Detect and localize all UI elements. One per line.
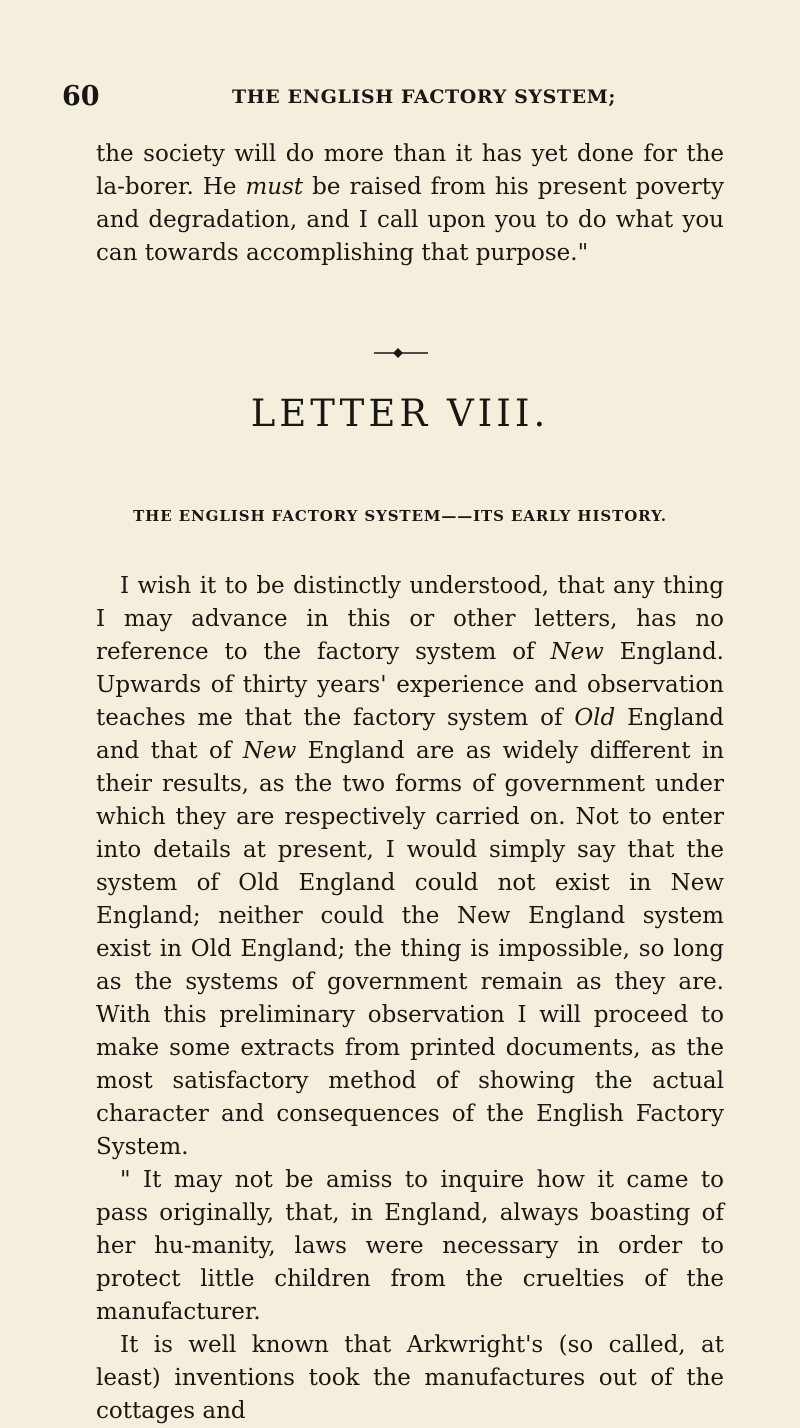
page-number: 60: [62, 81, 100, 112]
text-run: I wish it to be distinctly understood, that any thing I may advance in this or other letters, has no reference to the factory system of: [96, 573, 724, 665]
emphasis-word: must: [245, 174, 304, 200]
text-run: England and that of: [96, 705, 724, 764]
italic-word: New: [550, 639, 604, 665]
body-text: [96, 570, 724, 1428]
paragraph-2: " It may not be amiss to inquire how it came to pass originally, that, in England, always boasting of her hu-manity, laws were necessary in order to protect little children from the cruelties of the manufacturer.: [96, 1167, 724, 1325]
running-head: [62, 82, 752, 112]
diamond-rule-icon: [374, 346, 428, 360]
intro-text-part: be raised from his present poverty and degradation, and I call upon you to do what you can towards accomplishing that purpose.": [96, 174, 724, 266]
intro-text-part: the society will do more than it has yet done for the la-borer. He: [96, 141, 724, 200]
text-run: England are as widely different in their results, as the two forms of government under which they are respectively carried on. Not to enter into details at present, I would simply say that the system of Old England could not exist in New England; neither could the New England system exist in Old England; the thing is impossible, so long as the systems of government remain as they are. With this preliminary observation I will proceed to make some extracts from printed documents, as the most satisfactory method of showing the actual character and consequences of the English Factory System.: [96, 738, 725, 1160]
intro-paragraph: [96, 138, 724, 270]
running-title: THE ENGLISH FACTORY SYSTEM;: [232, 86, 616, 108]
italic-word: Old: [574, 705, 616, 731]
text-run: England. Upwards of thirty years' experience and observation teaches me that the factory system of: [96, 639, 724, 731]
italic-word: New: [242, 738, 297, 764]
paragraph-3: It is well known that Arkwright's (so called, at least) inventions took the manufactures out of the cottages and: [96, 1332, 724, 1424]
intro-text: [96, 138, 724, 270]
chapter-subheading: THE ENGLISH FACTORY SYSTEM——ITS EARLY HISTORY.: [133, 507, 667, 525]
paragraph-1: [96, 570, 724, 1164]
letter-heading: LETTER VIII.: [250, 392, 550, 435]
